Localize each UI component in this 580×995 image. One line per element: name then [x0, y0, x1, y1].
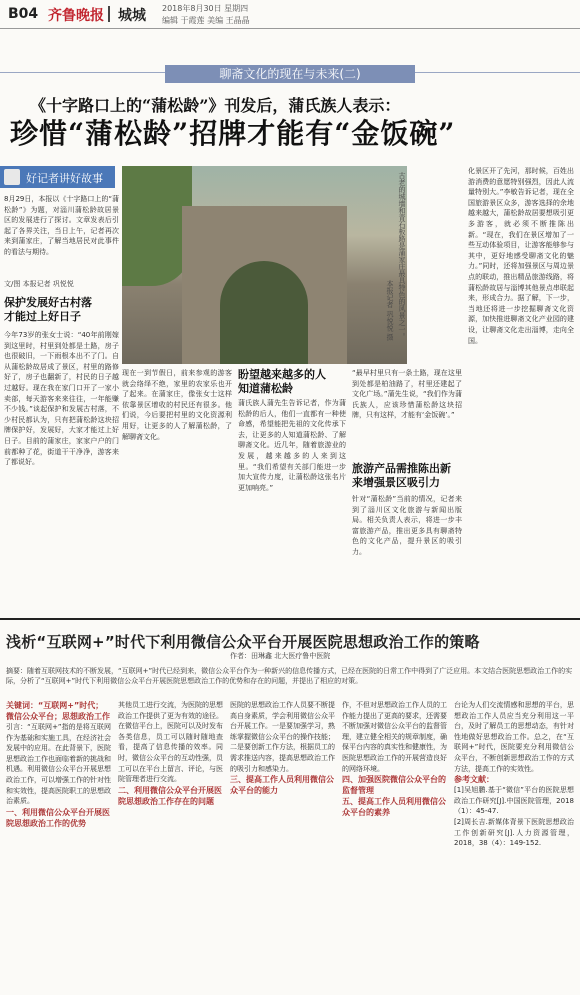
column-tag [0, 166, 115, 188]
article-lead: 8月29日，本报以《十字路口上的“蒲松龄”》为题，对淄川蒲松龄故居景区的发展进行了探讨。文章发表后引起了各界关注，当日上午，记者再次来到蒲家庄，了解当地居民对此事件的看法与期待。 [4, 195, 119, 256]
section-name: 城城 [118, 8, 146, 24]
issue-date: 2018年8月30日 星期四 [162, 4, 249, 13]
article-byline: 文/图 本报记者 巩悦悦 [4, 280, 74, 288]
page-number: B04 [8, 6, 39, 22]
a2-col1 [6, 700, 111, 990]
section-divider [0, 618, 580, 620]
a2-section2: 二、利用微信公众平台开展医院思想政治工作存在的问题 [118, 785, 222, 806]
article-subtitle: 《十字路口上的“蒲松龄”》刊发后，蒲氏族人表示： [30, 96, 401, 115]
editors: 编辑 于霞莲 美编 王晶晶 [162, 16, 250, 25]
col4-body2: 针对“蒲松龄”当前的情况，记者来到了淄川区文化旅游与新闻出版局。相关负责人表示，将进一步丰富旅游产品，推出更多具有聊斋特色的文化产品，提升景区的吸引力。 [352, 495, 462, 556]
series-banner: 聊斋文化的现在与未来(二) [165, 65, 415, 83]
a2-ref2: [2]周长吉.新媒体背景下医院思想政治工作创新研究[J].人力资源管理，2018，38（4）：149-152. [454, 817, 574, 848]
page-header [0, 0, 580, 29]
col5-body: 化景区开了先河，那时候，百姓出游消费的意愿特别强烈，因此人流量特别大。”李敏告诉记者，现在全国旅游景区众多，游客选择的余地越来越大，蒲松龄故居要想吸引更多游客，就必须不断推陈出新。“现在，我们在景区增加了一些互动体验项目，让游客能够参与其中，更好地感受聊斋文化的魅力。”同时，还将加强景区与周边景点的联动，推出精品旅游线路，将蒲松龄故居与淄博其他景点串联起来，形成合力。据了解，下一步，当地还将进一步挖掘聊斋文化资源，加快推进聊斋文化产业园的建设，让聊斋文化走出淄博，走向全国。 [468, 167, 574, 345]
col1-body: 今年73岁的张女士说：“40年前刚嫁到这里时，村里到处都是土路，房子也很破旧，一下雨根本出不了门。自从蒲松龄故居成了景区，村里的路修好了，房子也翻新了，村民的日子越过越好。现在我在家门口开了一家小卖部，每天游客来来往往，一年能赚不少钱。”谈起保护和发展古村落，不少村民都认为，只有把蒲松龄这块招牌保护好，发展好，大家才能过上好日子。目前的蒲家庄，家家户户的门前都种了花，街道干干净净，游客来了都说好。 [4, 331, 119, 467]
col2-body: 现在一到节假日，前来参观的游客就会络绎不绝，家里的农家乐也开了起来。在蒲家庄，像张女士这样依靠景区增收的村民还有很多。他们说，今后要把村里的文化资源利用好，让更多的人了解蒲松龄，了解聊斋文化。 [122, 369, 232, 441]
a2-col4 [342, 700, 447, 990]
a2-ref1: [1]吴旭鹏.基于“微信”平台的医院思想政治工作研究[J].中国医院管理，2018（1）：45-47. [454, 786, 574, 816]
a2-keywords: 关键词：“互联网+”时代；微信公众平台；思想政治工作 [6, 701, 110, 721]
col4-body: “最早村里只有一条土路，现在这里到处都是柏油路了，村里还建起了文化广场。”蒲先生说，“我们作为蒲氏族人，应该珍惜蒲松龄这块招牌，只有这样，才能有‘金饭碗’。” [352, 369, 462, 420]
article-title: 珍惜“蒲松龄”招牌才能有“金饭碗” [10, 117, 456, 150]
article2-author: 作者：田琳鑫 北大医疗鲁中医院 [230, 652, 331, 660]
col3-body: 蒲氏族人蒲先生告诉记者，作为蒲松龄的后人，他们一直都有一种使命感，希望能把先祖的文化传承下去，让更多的人知道蒲松龄、了解聊斋文化。近几年，随着旅游业的发展，越来越多的人来到这里。“我们希望有关部门能进一步加大宣传力度，让蒲松龄这张名片更加响亮。” [238, 399, 346, 492]
photo-caption: 古老的城墙和青石板路是蒲家庄最具特色的风景之一。 [398, 172, 406, 340]
col1-heading: 保护发展好古村落 才能过上好日子 [4, 296, 92, 323]
a2-section1: 一、利用微信公众平台开展医院思想政治工作的优势 [6, 807, 110, 828]
a2-body3: 医院的思想政治工作人员要不断提高自身素质，学会利用微信公众平台开展工作。一是要加强学习，熟练掌握微信公众平台的操作技能；二是要创新工作方法，根据员工的需求推送内容，提高思想政治工作的吸引力和感染力。 [230, 701, 335, 773]
column-tag-label: 好记者讲好故事 [26, 172, 103, 185]
a2-section3: 三、提高工作人员利用微信公众平台的能力 [230, 775, 334, 796]
newspaper-logo: 齐鲁晚报 [48, 8, 104, 24]
a2-col5 [454, 700, 574, 990]
village-photo [122, 166, 407, 364]
a2-refs: 参考文献： [454, 775, 494, 785]
header-divider [108, 6, 110, 22]
photo-credit: 本报记者 巩悦悦 摄 [386, 280, 394, 341]
pen-icon [4, 169, 20, 185]
a2-section4: 四、加强医院微信公众平台的监督管理 [342, 775, 446, 796]
col3-heading: 盼望越来越多的人 知道蒲松龄 [238, 368, 326, 395]
a2-body1: 引言：“互联网+”指的是将互联网作为基础和实施工具，在经济社会发展中的应用。在此背景下，医院思想政治工作也面临着新的挑战和机遇。利用微信公众平台开展思想政治工作，可以增强工作的针对性和实效性，提高医院职工的思想政治素质。 [6, 723, 111, 806]
a2-body5: 台论为人们交流情感和思想的平台，思想政治工作人员应当充分利用这一平台，及时了解员工的思想动态，有针对性地做好思想政治工作。总之，在“互联网+”时代，医院要充分利用微信公众平台，不断创新思想政治工作的方式方法，提高工作的实效性。 [454, 701, 574, 773]
col4-heading: 旅游产品需推陈出新 来增强景区吸引力 [352, 462, 451, 489]
article2-abstract: 摘要：随着互联网技术的不断发展，“互联网+”时代已经到来，微信公众平台作为一种新兴的信息传播方式，已经在医院的日常工作中得到了广泛应用。本文结合医院思想政治工作的实际，分析了“互联网+”时代下利用微信公众平台开展医院思想政治工作的优势和存在的问题，并提出了相应的对策。 [6, 667, 573, 685]
archway-shape [220, 261, 308, 364]
a2-body2: 其他员工进行交流，为医院的思想政治工作提供了更为有效的途径。在微信平台上，医院可以及时发布各类信息，员工可以随时随地查看，提高了信息传播的效率。同时，微信公众平台的互动性强，员工可以在平台上留言、评论，与医院管理者进行交流。 [118, 701, 223, 784]
a2-body4: 作，不但对思想政治工作人员的工作能力提出了更高的要求，还需要不断加强对微信公众平台的监督管理，建立健全相关的规章制度，确保平台内容的真实性和健康性，为医院思想政治工作的开展营造良好的网络环境。 [342, 701, 447, 773]
a2-col2 [118, 700, 223, 990]
article2-title: 浅析“互联网+”时代下利用微信公众平台开展医院思想政治工作的策略 [6, 633, 480, 651]
a2-col3 [230, 700, 335, 990]
a2-section5: 五、提高工作人员利用微信公众平台的素养 [342, 797, 446, 818]
